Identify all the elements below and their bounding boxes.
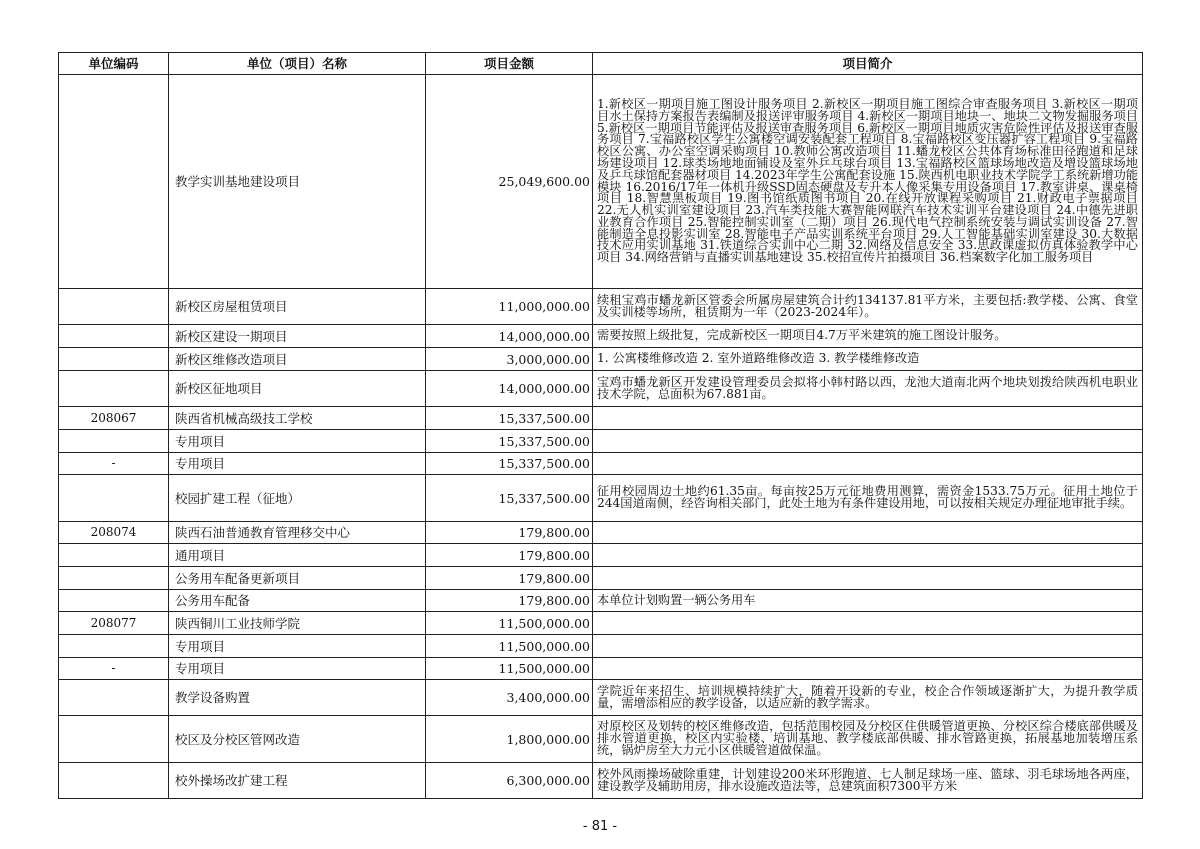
- header-code: 单位编码: [59, 53, 169, 75]
- row-description: 本单位计划购置一辆公务用车: [593, 590, 1143, 612]
- row-amount: 11,500,000.00: [426, 658, 593, 680]
- table-row: [59, 75, 1143, 289]
- row-description: 1. 公寓楼维修改造 2. 室外道路维修改造 3. 教学楼维修改造: [593, 348, 1143, 371]
- row-amount: 14,000,000.00: [426, 371, 593, 407]
- row-amount: 15,337,500.00: [426, 475, 593, 522]
- row-name: 校外操场改扩建工程: [169, 763, 426, 799]
- row-code: [59, 348, 169, 371]
- row-description: 对原校区及划转的校区维修改造，包括范围校园及分校区住供暖管道更换、分校区综合楼底部供暖及排水管道更换，校区内实验楼、培训基地、教学楼底部供暖、排水管路更换，拓展基地加装增压系统，锅炉房至大力元小区供暖管道做保温。: [593, 716, 1143, 763]
- row-code: [59, 289, 169, 325]
- row-name: 校园扩建工程（征地）: [169, 475, 426, 522]
- table-row: [59, 430, 1143, 453]
- budget-table: [58, 52, 1143, 799]
- table-row: [59, 590, 1143, 612]
- row-name: 教学设备购置: [169, 680, 426, 716]
- row-name: 陕西石油普通教育管理移交中心: [169, 522, 426, 544]
- row-code: [59, 716, 169, 763]
- row-description: 宝鸡市蟠龙新区开发建设管理委员会拟将小韩村路以西，龙池大道南北两个地块划拨给陕西机电职业技术学院，总面积为67.881亩。: [593, 371, 1143, 407]
- row-name: 新校区征地项目: [169, 371, 426, 407]
- header-amount: 项目金额: [426, 53, 593, 75]
- row-code: [59, 635, 169, 658]
- row-amount: 15,337,500.00: [426, 407, 593, 430]
- row-description: [593, 453, 1143, 475]
- row-description: [593, 544, 1143, 567]
- row-name: 新校区建设一期项目: [169, 325, 426, 348]
- row-code: [59, 567, 169, 590]
- row-code: [59, 75, 169, 289]
- table-row: [59, 289, 1143, 325]
- row-description: [593, 567, 1143, 590]
- row-amount: 15,337,500.00: [426, 430, 593, 453]
- row-code: -: [59, 453, 169, 475]
- row-amount: 179,800.00: [426, 522, 593, 544]
- row-name: 专用项目: [169, 635, 426, 658]
- row-code: 208067: [59, 407, 169, 430]
- row-code: [59, 680, 169, 716]
- row-name: 校区及分校区管网改造: [169, 716, 426, 763]
- table-row: [59, 325, 1143, 348]
- row-amount: 179,800.00: [426, 590, 593, 612]
- row-amount: 11,500,000.00: [426, 635, 593, 658]
- row-description: [593, 658, 1143, 680]
- row-description: 1.新校区一期项目施工图设计服务项目 2.新校区一期项目施工图综合审查服务项目 3.新校区一期项目水土保持方案报告表编制及报送评审服务项目 4.新校区一期项目地块一、地块二文物发掘服务项目 5.新校区一期项目节能评估及报送审查服务项目 6.新校区一期项目地质灾害危险性评估及报送审查服务项目 7.宝福路校区学生公寓楼空调安装配套工程项目 8.宝福路校区变压器扩容工程项目 9.宝福路校区公寓、办公室空调采购项目 10.教师公寓改造项目 11.蟠龙校区公共体育场标准田径跑道和足球场建设项目 12.球类场地地面铺设及室外乒乓球台项目 13.宝福路校区篮球场地改造及增设篮球场地及乒乓球馆配套器材项目 14.2023年学生公寓配套设施 15.陕西机电职业技术学院学工系统新增功能模块 16.2016/17年一体机升级SSD固态硬盘及专升本人像采集专用设备项目 17.教室讲桌、课桌椅项目 18.智慧黑板项目 19.图书馆纸质图书项目 20.在线开放课程采购项目 21.财政电子票据项目 22.无人机实训室建设项目 23.汽车类技能大赛智能网联汽车技术实训平台建设项目 24.中德先进职业教育合作项目 25.智能控制实训室（二期）项目 26.现代电气控制系统安装与调试实训设备 27.智能制造全息投影实训室 28.智能电子产品实训系统平台项目 29.人工智能基础实训室建设 30.大数据技术应用实训基地 31.铁道综合实训中心二期 32.网络及信息安全 33.思政课虚拟仿真体验教学中心项目 34.网络营销与直播实训基地建设 35.校招宣传片拍摄项目 36.档案数字化加工服务项目: [593, 75, 1143, 289]
- row-code: 208077: [59, 612, 169, 635]
- table-row: [59, 716, 1143, 763]
- row-amount: 179,800.00: [426, 544, 593, 567]
- row-name: 专用项目: [169, 453, 426, 475]
- row-amount: 6,300,000.00: [426, 763, 593, 799]
- table-row: [59, 475, 1143, 522]
- row-code: [59, 590, 169, 612]
- row-code: [59, 763, 169, 799]
- row-code: 208074: [59, 522, 169, 544]
- row-description: 需要按照上级批复，完成新校区一期项目4.7万平米建筑的施工图设计服务。: [593, 325, 1143, 348]
- row-name: 新校区维修改造项目: [169, 348, 426, 371]
- row-amount: 11,500,000.00: [426, 612, 593, 635]
- row-description: 校外风雨操场破除重建，计划建设200米环形跑道、七人制足球场一座、篮球、羽毛球场地各两座，建设教学及辅助用房，排水设施改造法等，总建筑面积7300平方米: [593, 763, 1143, 799]
- table-row: [59, 522, 1143, 544]
- table-row: [59, 567, 1143, 590]
- row-amount: 25,049,600.00: [426, 75, 593, 289]
- table-row: [59, 544, 1143, 567]
- row-code: [59, 371, 169, 407]
- row-name: 新校区房屋租赁项目: [169, 289, 426, 325]
- row-name: 通用项目: [169, 544, 426, 567]
- row-name: 专用项目: [169, 658, 426, 680]
- row-amount: 3,000,000.00: [426, 348, 593, 371]
- row-description: [593, 522, 1143, 544]
- row-name: 教学实训基地建设项目: [169, 75, 426, 289]
- row-description: 学院近年来招生、培训规模持续扩大，随着开设新的专业，校企合作领域逐渐扩大，为提升教学质量，需增添相应的教学设备，以适应新的教学需求。: [593, 680, 1143, 716]
- row-code: [59, 475, 169, 522]
- row-code: -: [59, 658, 169, 680]
- page-number: - 81 -: [582, 819, 618, 834]
- table-row: [59, 635, 1143, 658]
- table-row: [59, 680, 1143, 716]
- row-amount: 3,400,000.00: [426, 680, 593, 716]
- row-description: 续租宝鸡市蟠龙新区管委会所属房屋建筑合计约134137.81平方米，主要包括:教学楼、公寓、食堂及实训楼等场所，租赁期为一年（2023-2024年）。: [593, 289, 1143, 325]
- row-amount: 15,337,500.00: [426, 453, 593, 475]
- row-description: 征用校园周边土地约61.35亩。每亩按25万元征地费用测算，需资金1533.75万元。征用土地位于244国道南侧，经咨询相关部门，此处土地为有条件建设用地，可以按相关规定办理征地审批手续。: [593, 475, 1143, 522]
- header-row: [59, 53, 1143, 75]
- row-amount: 179,800.00: [426, 567, 593, 590]
- table-row: [59, 453, 1143, 475]
- table-row: [59, 371, 1143, 407]
- row-name: 陕西铜川工业技师学院: [169, 612, 426, 635]
- row-amount: 1,800,000.00: [426, 716, 593, 763]
- row-code: [59, 544, 169, 567]
- row-name: 公务用车配备: [169, 590, 426, 612]
- row-amount: 11,000,000.00: [426, 289, 593, 325]
- row-name: 公务用车配备更新项目: [169, 567, 426, 590]
- row-code: [59, 325, 169, 348]
- table-row: [59, 658, 1143, 680]
- table-row: [59, 407, 1143, 430]
- row-description: [593, 635, 1143, 658]
- row-name: 陕西省机械高级技工学校: [169, 407, 426, 430]
- table-row: [59, 763, 1143, 799]
- header-desc: 项目简介: [593, 53, 1143, 75]
- row-description: [593, 407, 1143, 430]
- row-description: [593, 612, 1143, 635]
- row-name: 专用项目: [169, 430, 426, 453]
- row-amount: 14,000,000.00: [426, 325, 593, 348]
- table-row: [59, 612, 1143, 635]
- table-row: [59, 348, 1143, 371]
- row-code: [59, 430, 169, 453]
- header-name: 单位（项目）名称: [169, 53, 426, 75]
- row-description: [593, 430, 1143, 453]
